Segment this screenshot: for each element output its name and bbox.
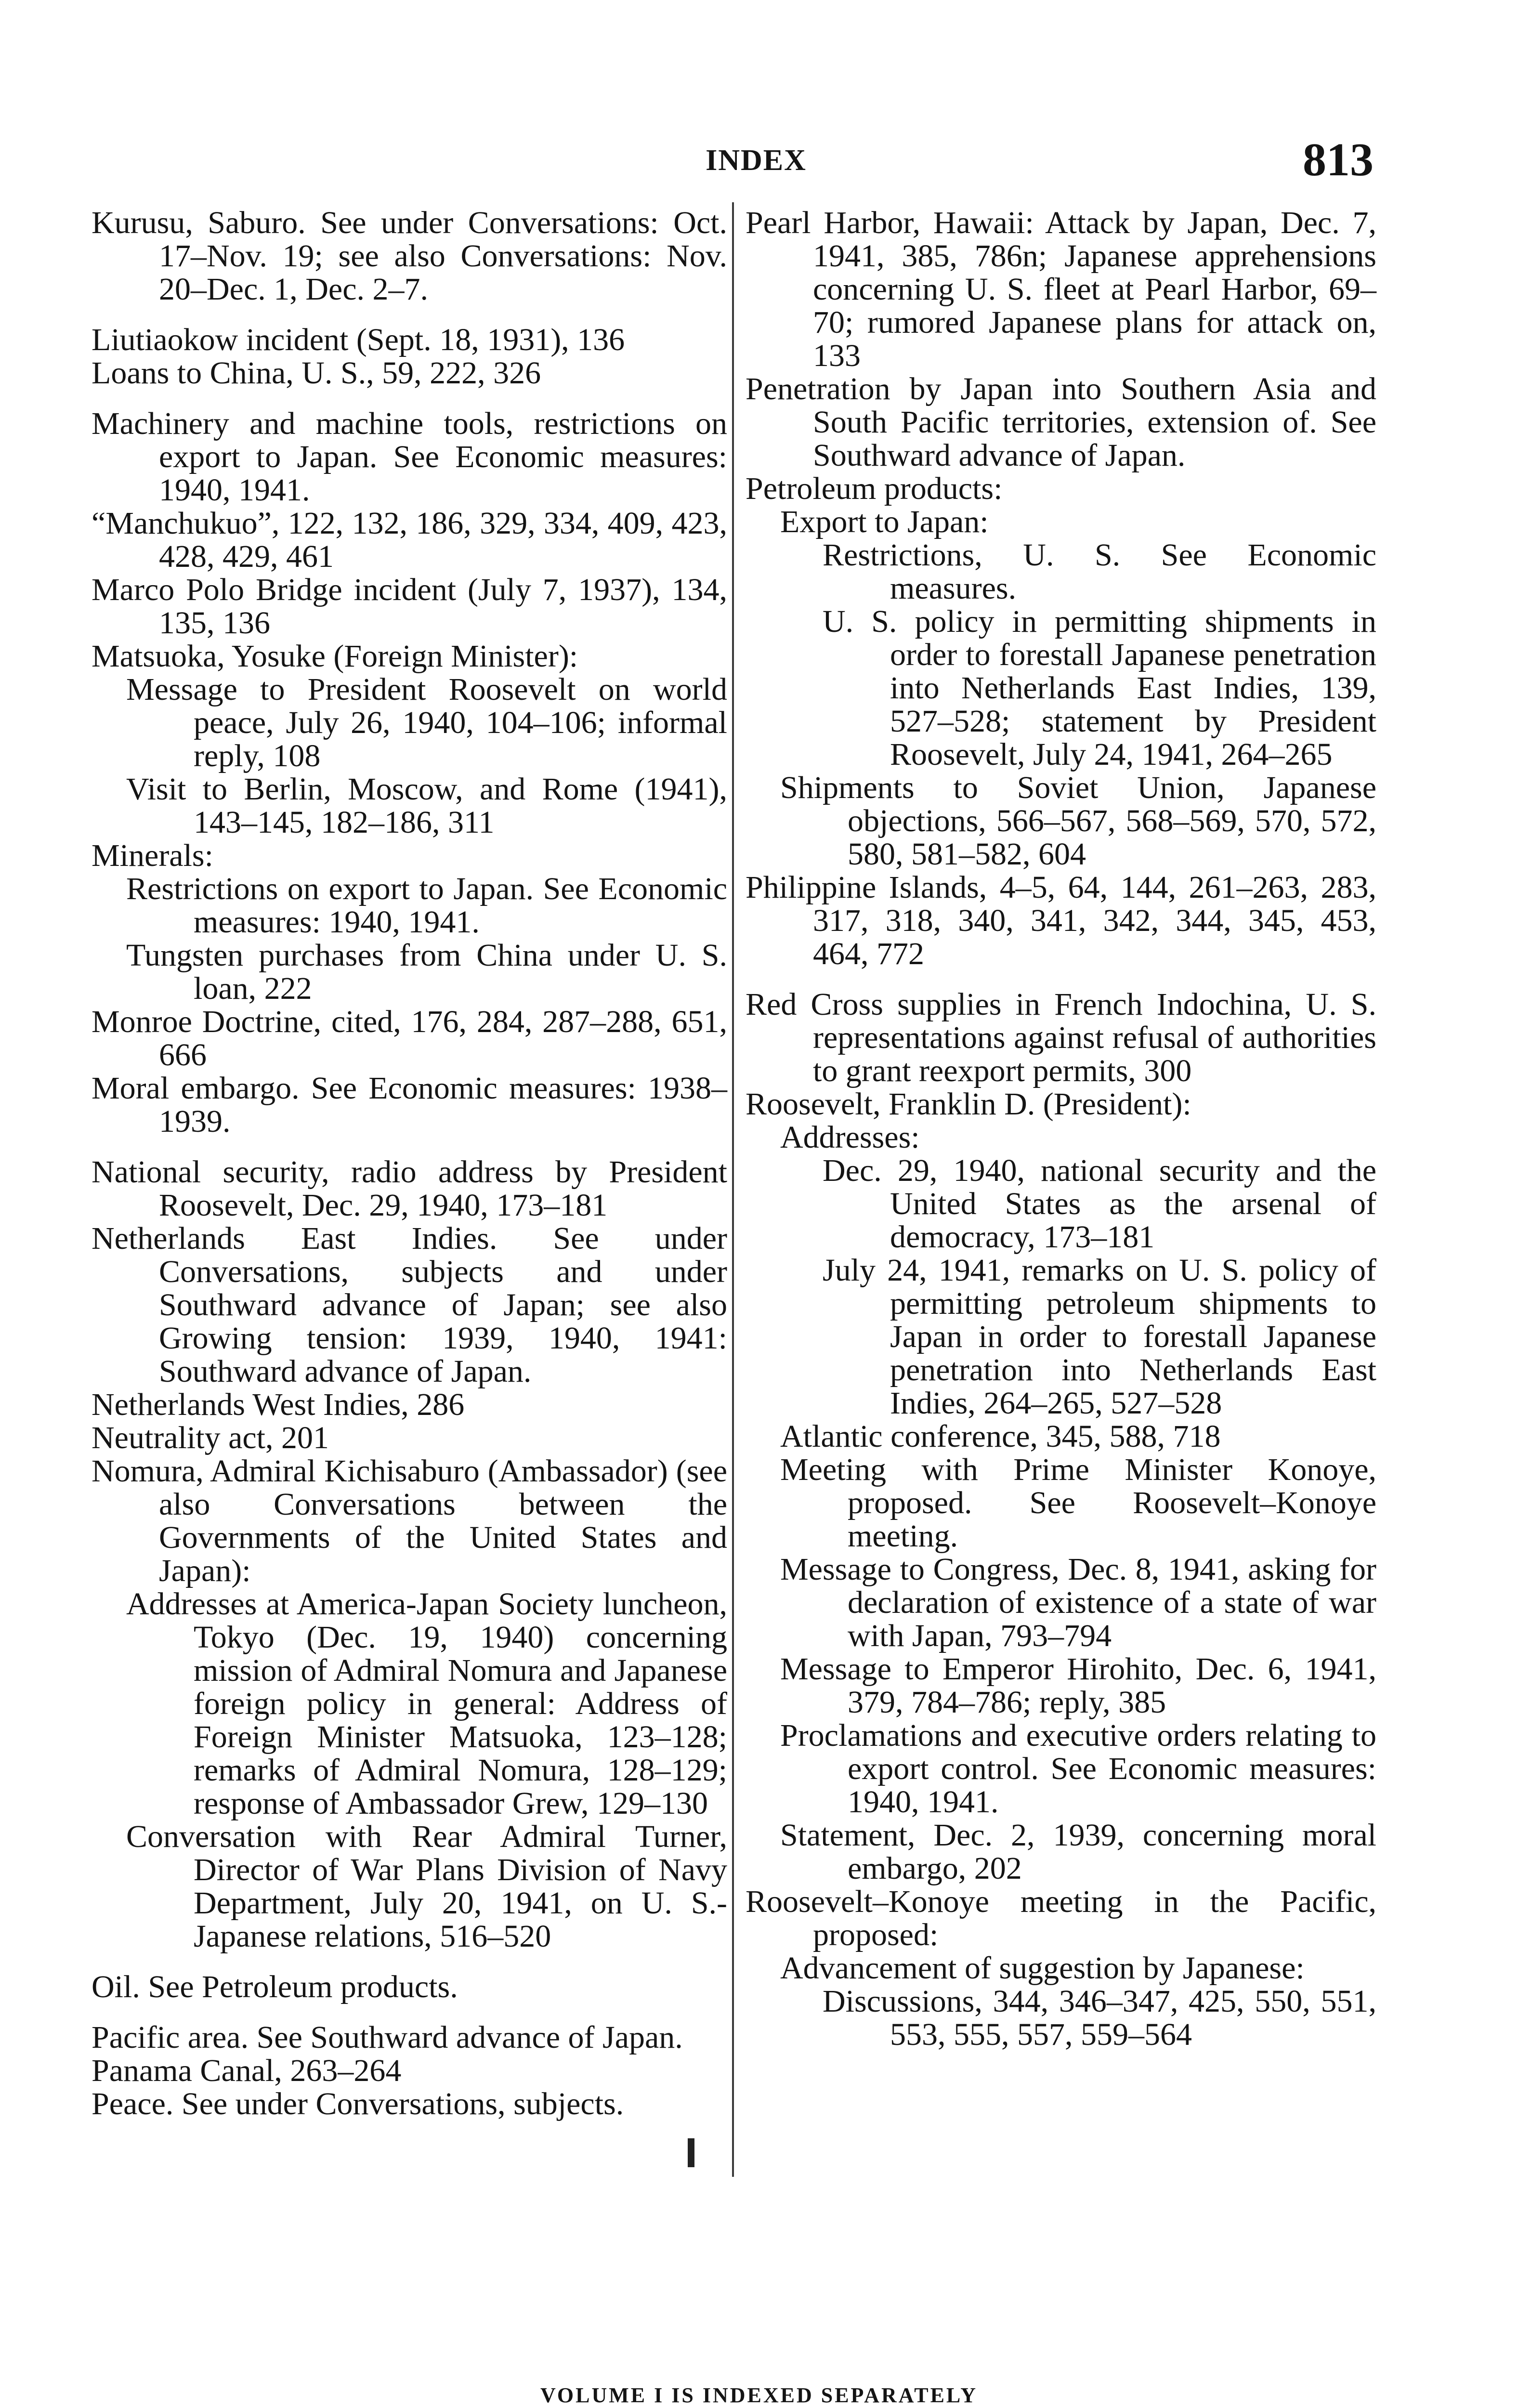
ink-mark [688, 2138, 694, 2167]
index-subentry: Meeting with Prime Minister Konoye, proposed. See Roosevelt–Konoye meeting. [780, 1452, 1376, 1554]
column-divider [732, 202, 734, 2177]
index-subentry: Tungsten purchases from China under U. S. loan, 222 [126, 938, 727, 1006]
index-subentry: Advancement of suggestion by Japanese: [780, 1950, 1305, 1986]
index-subsubentry: July 24, 1941, remarks on U. S. policy of permitting petroleum shipments to Japan in order to forestall Japanese penetration into Netherlands East Indies, 264–265, 527–528 [823, 1253, 1376, 1421]
running-head-title: INDEX [706, 144, 807, 177]
index-subentry: Restrictions on export to Japan. See Economic measures: 1940, 1941. [126, 871, 727, 940]
index-entry: Netherlands East Indies. See under Conversations, subjects and under Southward advance of Japan; see also Growing tension: 1939, 1940, 1941: Southward advance of Japan. [92, 1221, 727, 1389]
index-subentry: Message to Emperor Hirohito, Dec. 6, 1941, 379, 784–786; reply, 385 [780, 1651, 1376, 1720]
index-entry: Liutiaokow incident (Sept. 18, 1931), 136 [92, 322, 625, 357]
index-entry: Monroe Doctrine, cited, 176, 284, 287–288, 651, 666 [92, 1004, 727, 1073]
index-subentry: Shipments to Soviet Union, Japanese objections, 566–567, 568–569, 570, 572, 580, 581–582, 604 [780, 770, 1376, 872]
index-subentry: Conversation with Rear Admiral Turner, Director of War Plans Division of Navy Department, July 20, 1941, on U. S.-Japanese relations, 516–520 [126, 1819, 727, 1954]
index-entry: Roosevelt–Konoye meeting in the Pacific, proposed: [746, 1884, 1376, 1952]
index-subsubentry: Discussions, 344, 346–347, 425, 550, 551, 553, 555, 557, 559–564 [823, 1984, 1376, 2052]
index-subentry: Atlantic conference, 345, 588, 718 [780, 1419, 1221, 1454]
index-subsubentry: Restrictions, U. S. See Economic measures. [823, 537, 1376, 606]
index-entry: Philippine Islands, 4–5, 64, 144, 261–263, 283, 317, 318, 340, 341, 342, 344, 345, 453, 464, 772 [746, 870, 1376, 971]
index-subentry: Message to Congress, Dec. 8, 1941, asking for declaration of existence of a state of war with Japan, 793–794 [780, 1552, 1376, 1653]
index-entry: Matsuoka, Yosuke (Foreign Minister): [92, 639, 578, 674]
index-entry: Roosevelt, Franklin D. (President): [746, 1086, 1191, 1122]
index-entry: Machinery and machine tools, restrictions on export to Japan. See Economic measures: 1940, 1941. [92, 406, 727, 508]
footer-note: VOLUME I IS INDEXED SEPARATELY [540, 2383, 978, 2407]
index-subsubentry: U. S. policy in permitting shipments in order to forestall Japanese penetration into Netherlands East Indies, 139, 527–528; statement by President Roosevelt, July 24, 1941, 264–265 [823, 604, 1376, 772]
index-entry: Nomura, Admiral Kichisaburo (Ambassador) (see also Conversations between the Governments of the United States and Japan): [92, 1453, 727, 1588]
index-entry: Pearl Harbor, Hawaii: Attack by Japan, Dec. 7, 1941, 385, 786n; Japanese apprehensions concerning U. S. fleet at Pearl Harbor, 69–70; rumored Japanese plans for attack on, 133 [746, 205, 1376, 373]
index-entry: “Manchukuo”, 122, 132, 186, 329, 334, 409, 423, 428, 429, 461 [92, 506, 727, 574]
index-subentry: Message to President Roosevelt on world peace, July 26, 1940, 104–106; informal reply, 108 [126, 672, 727, 773]
index-column-left [92, 206, 727, 2120]
index-entry: Netherlands West Indies, 286 [92, 1387, 465, 1422]
index-column-right [746, 206, 1376, 2051]
index-entry: Marco Polo Bridge incident (July 7, 1937), 134, 135, 136 [92, 572, 727, 641]
index-subentry: Proclamations and executive orders relating to export control. See Economic measures: 1940, 1941. [780, 1718, 1376, 1819]
index-entry: Loans to China, U. S., 59, 222, 326 [92, 355, 541, 391]
index-entry: Red Cross supplies in French Indochina, U. S. representations against refusal of authorities to grant reexport permits, 300 [746, 987, 1376, 1088]
index-subentry: Addresses: [780, 1120, 920, 1155]
index-entry: Petroleum products: [746, 471, 1003, 506]
index-entry: Kurusu, Saburo. See under Conversations: Oct. 17–Nov. 19; see also Conversations: Nov. 20–Dec. 1, Dec. 2–7. [92, 205, 727, 307]
index-subentry: Visit to Berlin, Moscow, and Rome (1941), 143–145, 182–186, 311 [126, 772, 727, 840]
page-header [0, 134, 1518, 193]
index-entry: Oil. See Petroleum products. [92, 1969, 458, 2004]
index-entry: Moral embargo. See Economic measures: 1938–1939. [92, 1071, 727, 1139]
index-entry: Minerals: [92, 838, 213, 873]
index-subsubentry: Dec. 29, 1940, national security and the United States as the arsenal of democracy, 173–181 [823, 1153, 1376, 1255]
index-entry: Pacific area. See Southward advance of Japan. [92, 2020, 683, 2055]
index-entry: Panama Canal, 263–264 [92, 2053, 402, 2088]
index-subentry: Statement, Dec. 2, 1939, concerning moral embargo, 202 [780, 1818, 1376, 1886]
page-number: 813 [1303, 134, 1374, 186]
index-subentry: Addresses at America-Japan Society luncheon, Tokyo (Dec. 19, 1940) concerning mission of Admiral Nomura and Japanese foreign policy in general: Address of Foreign Minister Matsuoka, 123–128; remarks of Admiral Nomura, 128–129; response of Ambassador Grew, 129–130 [126, 1586, 727, 1821]
index-entry: Peace. See under Conversations, subjects. [92, 2086, 624, 2121]
index-subentry: Export to Japan: [780, 504, 989, 539]
index-entry: Penetration by Japan into Southern Asia and South Pacific territories, extension of. See Southward advance of Japan. [746, 371, 1376, 473]
index-entry: National security, radio address by President Roosevelt, Dec. 29, 1940, 173–181 [92, 1154, 727, 1223]
index-entry: Neutrality act, 201 [92, 1420, 329, 1455]
